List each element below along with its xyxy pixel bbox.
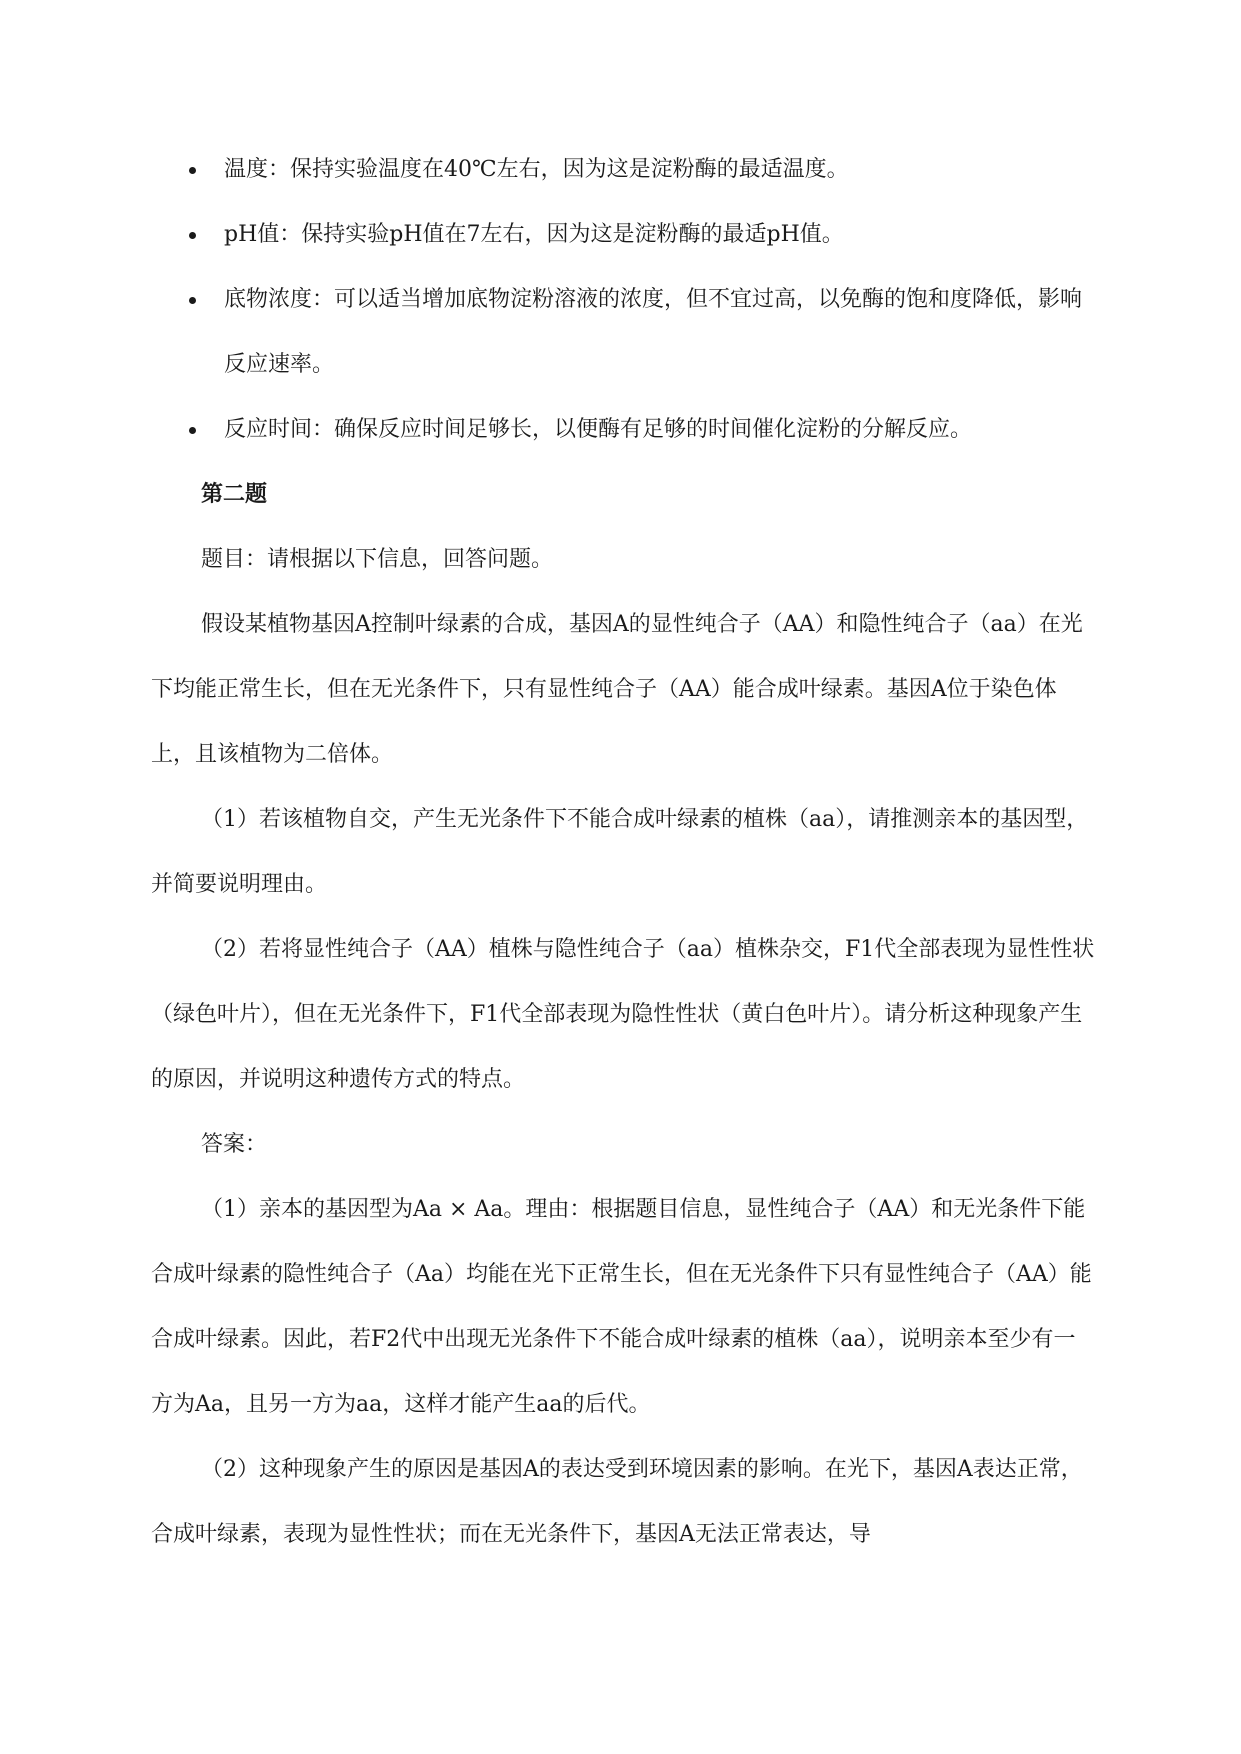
bullet-reaction-time: 反应时间：确保反应时间足够长，以便酶有足够的时间催化淀粉的分解反应。 — [151, 397, 1096, 462]
section-title: 第二题 — [201, 481, 268, 507]
bullet-temperature: 温度：保持实验温度在40℃左右，因为这是淀粉酶的最适温度。 — [151, 137, 1096, 202]
answer-1: （1）亲本的基因型为Aa × Aa。理由：根据题目信息，显性纯合子（AA）和无光条件下能合成叶绿素的隐性纯合子（Aa）均能在光下正常生长，但在无光条件下只有显性纯合子（AA）能合成叶绿素。因此，若F2代中出现无光条件下不能合成叶绿素的植株（aa），说明亲本至少有一方为Aa，且另一方为aa，这样才能产生aa的后代。 — [151, 1197, 1092, 1417]
answer-label: 答案： — [201, 1132, 268, 1157]
question-1: （1）若该植物自交，产生无光条件下不能合成叶绿素的植株（aa），请推测亲本的基因型，并简要说明理由。 — [151, 807, 1089, 897]
question-intro: 题目：请根据以下信息，回答问题。 — [201, 547, 554, 572]
bullet-substrate-concentration: 底物浓度：可以适当增加底物淀粉溶液的浓度，但不宜过高，以免酶的饱和度降低，影响反应速率。 — [151, 267, 1096, 397]
document-body — [151, 137, 1096, 1567]
question-2: （2）若将显性纯合子（AA）植株与隐性纯合子（aa）植株杂交，F1代全部表现为显性性状（绿色叶片），但在无光条件下，F1代全部表现为隐性性状（黄白色叶片）。请分析这种现象产生的原因，并说明这种遗传方式的特点。 — [151, 937, 1095, 1092]
answer-2: （2）这种现象产生的原因是基因A的表达受到环境因素的影响。在光下，基因A表达正常，合成叶绿素，表现为显性性状；而在无光条件下，基因A无法正常表达，导 — [151, 1457, 1083, 1547]
question-body: 假设某植物基因A控制叶绿素的合成，基因A的显性纯合子（AA）和隐性纯合子（aa）在光下均能正常生长，但在无光条件下，只有显性纯合子（AA）能合成叶绿素。基因A位于染色体上，且该植物为二倍体。 — [151, 612, 1083, 767]
factor-list — [151, 137, 1096, 462]
bullet-ph: pH值：保持实验pH值在7左右，因为这是淀粉酶的最适pH值。 — [151, 202, 1096, 267]
